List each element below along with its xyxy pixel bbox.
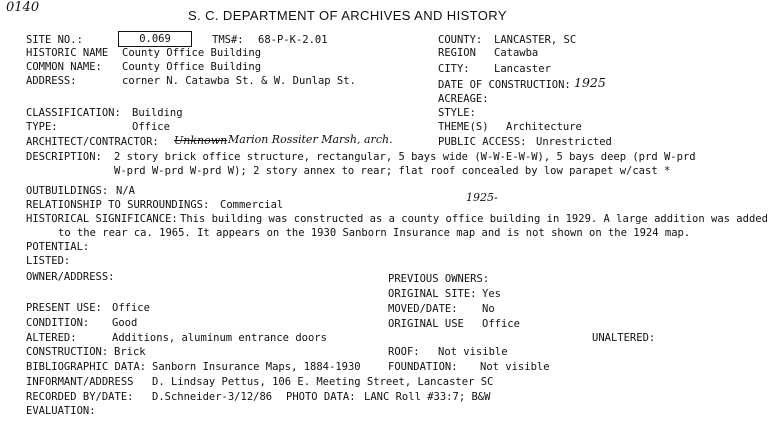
construction-date-note: 1925- xyxy=(466,191,498,204)
region-value: Catawba xyxy=(494,47,539,59)
type-value: Office xyxy=(132,121,170,133)
historical-significance-line-2: to the rear ca. 1965. It appears on the 1930 Sanborn Insurance map and is not shown on the 1924 map. xyxy=(58,227,691,239)
acreage-label: ACREAGE: xyxy=(438,93,489,105)
original-use-value: Office xyxy=(482,318,520,330)
public-access-label: PUBLIC ACCESS: xyxy=(438,136,527,148)
photo-data-value: LANC Roll #33:7; B&W xyxy=(364,391,491,403)
informant-label: INFORMANT/ADDRESS xyxy=(26,376,134,388)
public-access-value: Unrestricted xyxy=(536,136,612,148)
date-of-construction-value: 1925 xyxy=(574,75,606,90)
classification-label: CLASSIFICATION: xyxy=(26,107,121,119)
common-name-value: County Office Building xyxy=(122,61,262,73)
informant-value: D. Lindsay Pettus, 106 E. Meeting Street, Lancaster SC xyxy=(152,376,494,388)
potential-label: POTENTIAL: xyxy=(26,241,90,253)
moved-date-value: No xyxy=(482,303,495,315)
recorded-by-value: D.Schneider-3/12/86 xyxy=(152,391,273,403)
page-number: 0140 xyxy=(6,0,40,15)
date-of-construction-label: DATE OF CONSTRUCTION: xyxy=(438,79,571,91)
style-label: STYLE: xyxy=(438,107,476,119)
relationship-value: Commercial xyxy=(220,199,284,211)
themes-value: Architecture xyxy=(506,121,582,133)
site-no-value: 0.069 xyxy=(118,31,192,47)
altered-label: ALTERED: xyxy=(26,332,77,344)
photo-data-label: PHOTO DATA: xyxy=(286,391,356,403)
description-label: DESCRIPTION: xyxy=(26,151,102,163)
architect-struck-value: Unknown xyxy=(174,134,228,147)
address-value: corner N. Catawba St. & W. Dunlap St. xyxy=(122,75,356,87)
altered-value: Additions, aluminum entrance doors xyxy=(112,332,327,344)
condition-value: Good xyxy=(112,317,138,329)
county-label: COUNTY: xyxy=(438,34,483,46)
original-site-label: ORIGINAL SITE: xyxy=(388,288,477,300)
foundation-label: FOUNDATION: xyxy=(388,361,458,373)
construction-value: Brick xyxy=(114,346,146,358)
type-label: TYPE: xyxy=(26,121,58,133)
architect-value: Marion Rossiter Marsh, arch. xyxy=(228,133,393,146)
original-use-label: ORIGINAL USE xyxy=(388,318,464,330)
site-no-label: SITE NO.: xyxy=(26,34,83,46)
original-site-value: Yes xyxy=(482,288,501,300)
owner-address-label: OWNER/ADDRESS: xyxy=(26,271,115,283)
roof-label: ROOF: xyxy=(388,346,420,358)
present-use-value: Office xyxy=(112,302,150,314)
city-label: CITY: xyxy=(438,63,470,75)
foundation-value: Not visible xyxy=(480,361,550,373)
city-value: Lancaster xyxy=(494,63,551,75)
listed-label: LISTED: xyxy=(26,255,71,267)
tms-value: 68-P-K-2.01 xyxy=(258,34,328,46)
common-name-label: COMMON NAME: xyxy=(26,61,102,73)
header-title: S. C. DEPARTMENT OF ARCHIVES AND HISTORY xyxy=(188,8,507,23)
recorded-by-label: RECORDED BY/DATE: xyxy=(26,391,134,403)
unaltered-label: UNALTERED: xyxy=(592,332,656,344)
bibliographic-data-label: BIBLIOGRAPHIC DATA: xyxy=(26,361,147,373)
condition-label: CONDITION: xyxy=(26,317,90,329)
themes-label: THEME(S) xyxy=(438,121,489,133)
evaluation-label: EVALUATION: xyxy=(26,405,96,417)
outbuildings-label: OUTBUILDINGS: xyxy=(26,185,109,197)
description-line-2: W-prd W-prd W-prd W); 2 story annex to rear; flat roof concealed by low parapet w/cast * xyxy=(114,165,671,177)
classification-value: Building xyxy=(132,107,183,119)
address-label: ADDRESS: xyxy=(26,75,77,87)
relationship-label: RELATIONSHIP TO SURROUNDINGS: xyxy=(26,199,210,211)
roof-value: Not visible xyxy=(438,346,508,358)
region-label: REGION xyxy=(438,47,476,59)
outbuildings-value: N/A xyxy=(116,185,135,197)
construction-label: CONSTRUCTION: xyxy=(26,346,109,358)
historical-significance-line-1: This building was constructed as a county office building in 1929. A large addition was added xyxy=(180,213,768,225)
tms-label: TMS#: xyxy=(212,34,244,46)
bibliographic-data-value: Sanborn Insurance Maps, 1884-1930 xyxy=(152,361,361,373)
county-value: LANCASTER, SC xyxy=(494,34,577,46)
architect-label: ARCHITECT/CONTRACTOR: xyxy=(26,136,159,148)
historical-significance-label: HISTORICAL SIGNIFICANCE: xyxy=(26,213,178,225)
present-use-label: PRESENT USE: xyxy=(26,302,102,314)
previous-owners-label: PREVIOUS OWNERS: xyxy=(388,273,490,285)
description-line-1: 2 story brick office structure, rectangular, 5 bays wide (W-W-E-W-W), 5 bays deep (prd W-prd xyxy=(114,151,696,163)
historic-name-label: HISTORIC NAME xyxy=(26,47,109,59)
historic-name-value: County Office Building xyxy=(122,47,262,59)
moved-date-label: MOVED/DATE: xyxy=(388,303,458,315)
